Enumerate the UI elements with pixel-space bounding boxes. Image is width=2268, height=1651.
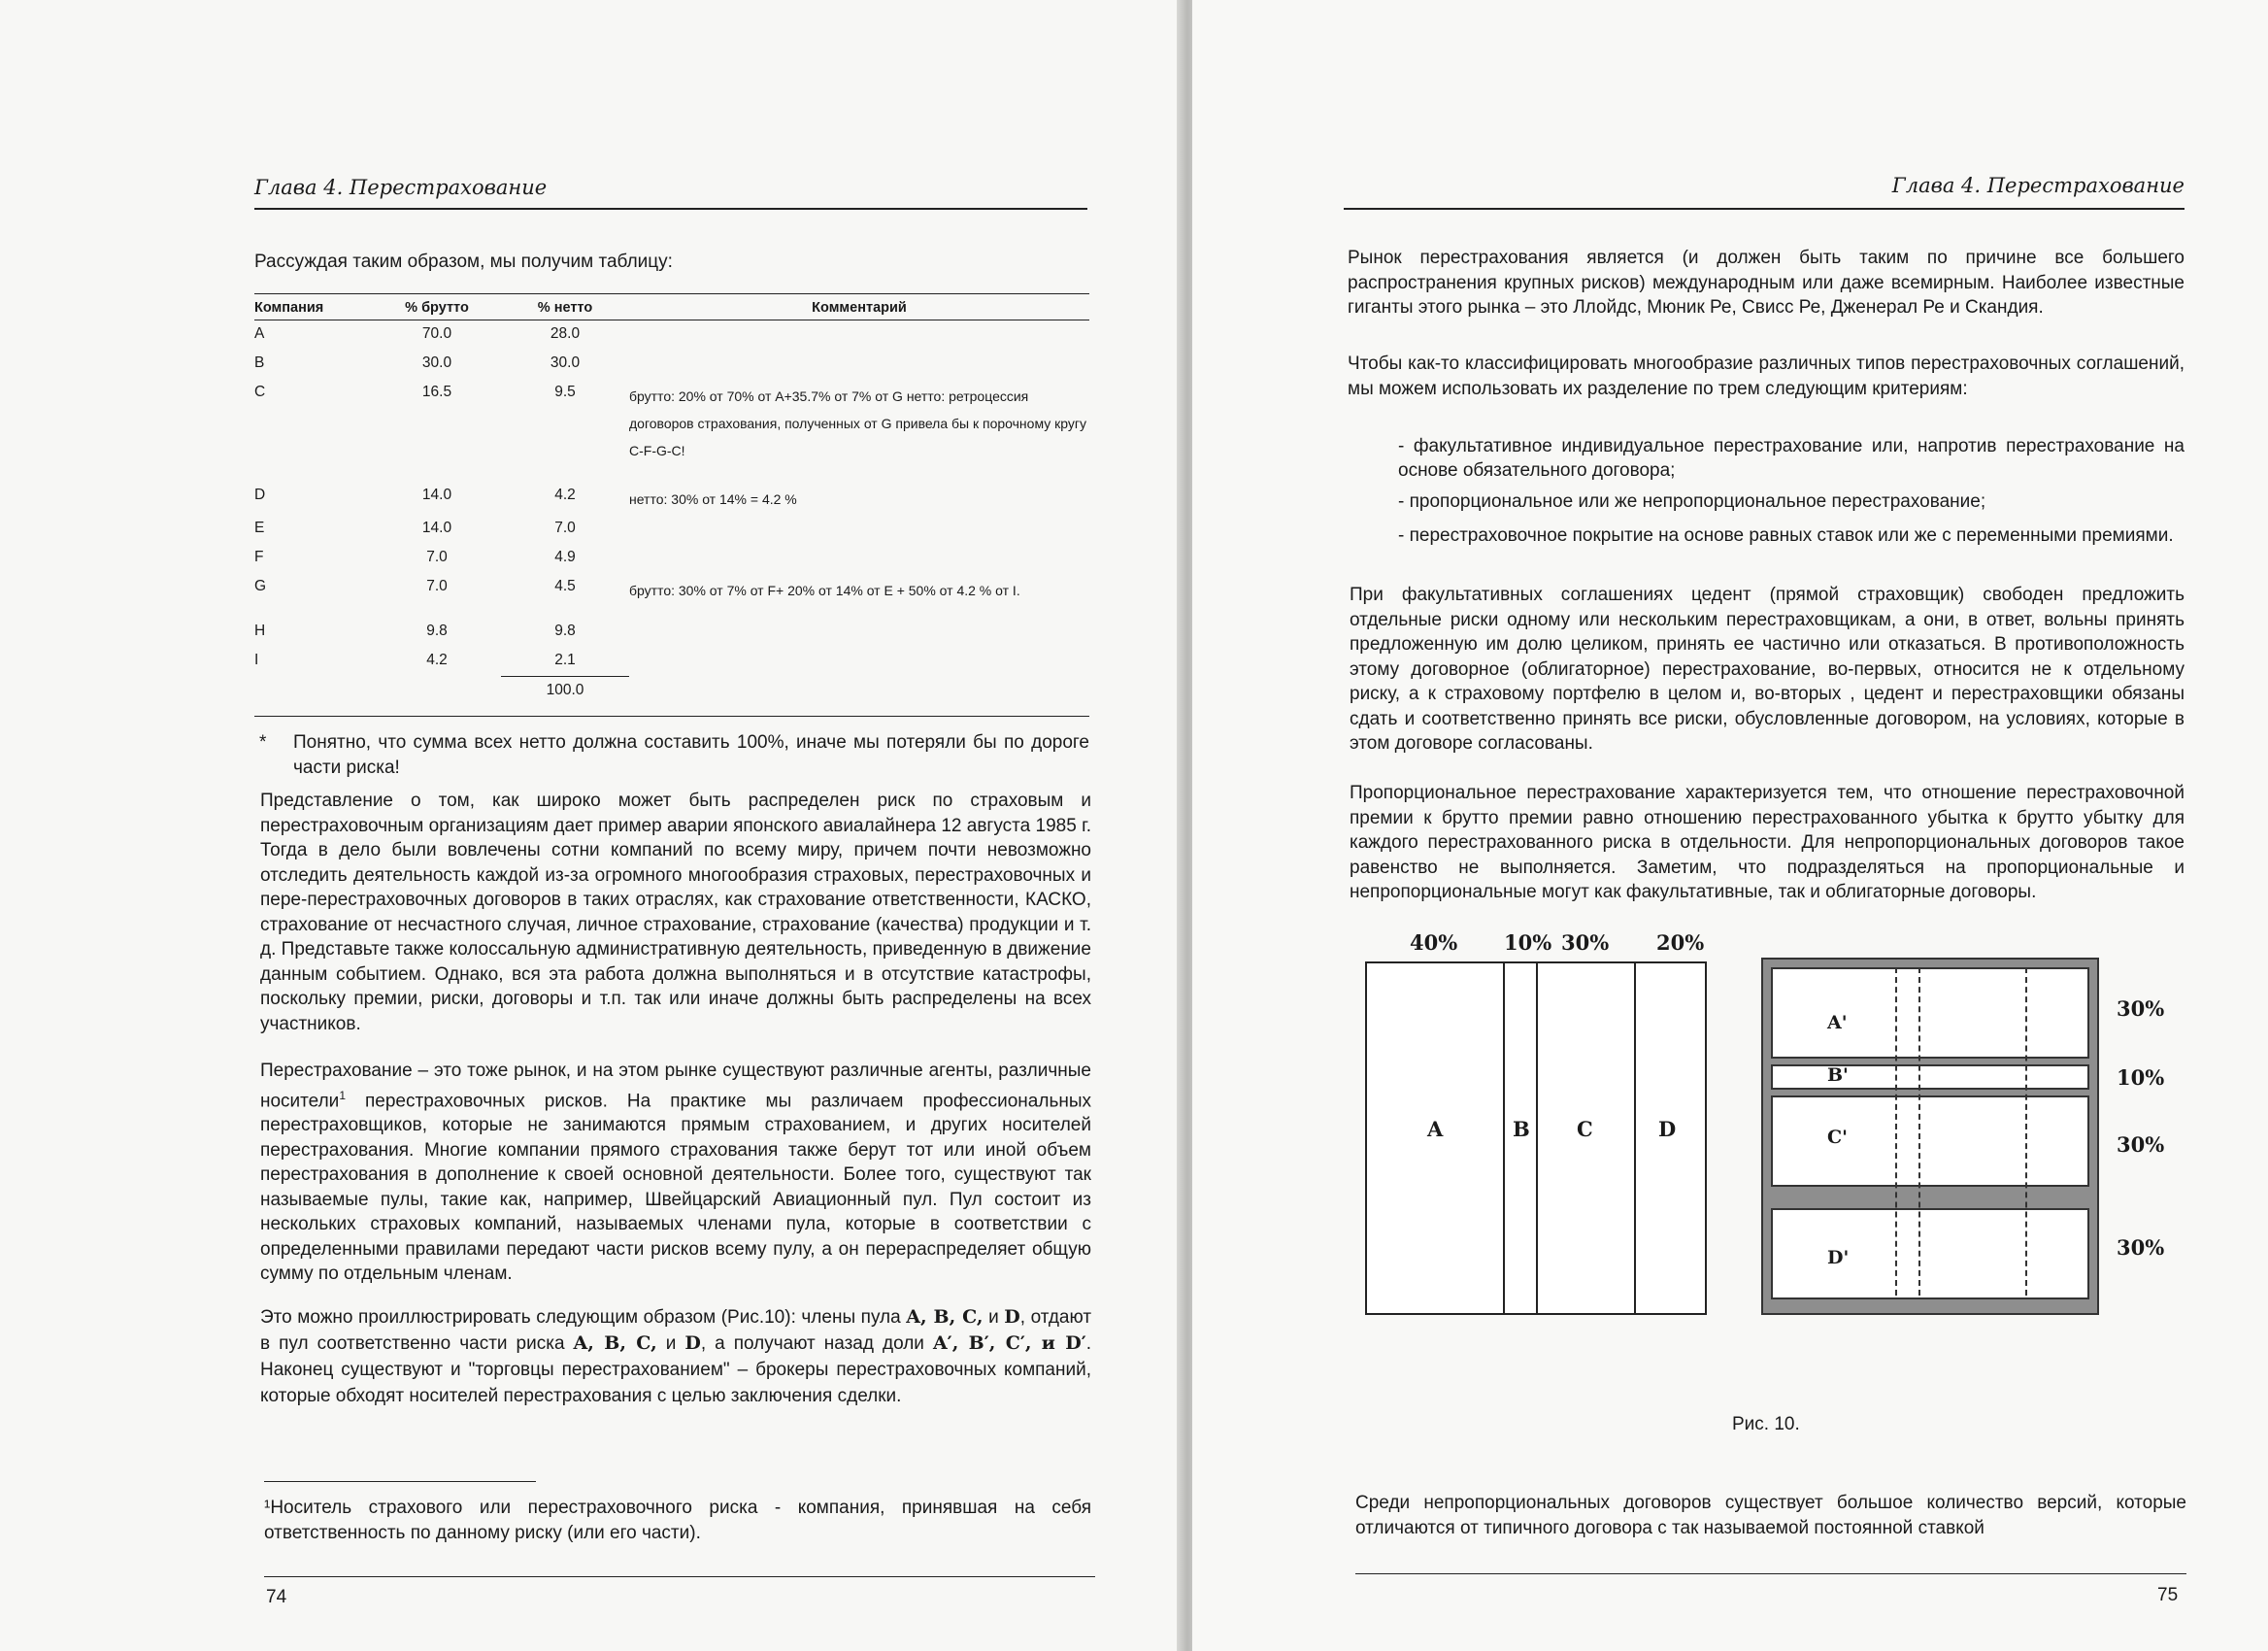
header-rule: [1344, 208, 2185, 210]
col-net: % нетто: [501, 294, 629, 320]
p3-text: и: [656, 1333, 685, 1354]
p3-text: . Наконец существуют и "торговцы перестрахованием" – брокеры перестраховочных компаний, которые обходят носителей перестрахования с целью заключения сделки.: [260, 1333, 1092, 1406]
p3-text: Это можно проиллюстрировать следующим образом (Рис.10): члены пула: [260, 1307, 907, 1328]
left-running-header: Глава 4. Перестрахование: [254, 176, 548, 199]
cell-comment: брутто: 30% от 7% от F+ 20% от 14% от E + 50% от 4.2 % от I.: [629, 583, 1020, 598]
cell-comment: [629, 618, 1089, 647]
row-label-c: C': [1827, 1127, 1848, 1148]
paragraph-nonproportional: Среди непропорциональных договоров существует большое количество версий, которые отличаются от типичного договора с так называемой постоянной ставкой: [1355, 1493, 2186, 1538]
block-label-d: D: [1658, 1117, 1677, 1141]
table-note: Понятно, что сумма всех нетто должна составить 100%, иначе мы потеряли бы по дороге части риска!: [293, 732, 1089, 778]
p3-text: , отдают в пул соответственно части риска: [260, 1307, 1092, 1354]
p3-shares: A′, B′, C′, и D′: [932, 1332, 1086, 1354]
table-row: [254, 379, 1089, 482]
cell-comment: [629, 350, 1089, 379]
cell-company: D: [254, 487, 266, 503]
cell-gross: 14.0: [421, 487, 452, 503]
cell-gross: 70.0: [421, 325, 452, 342]
cell-gross: 30.0: [421, 354, 452, 371]
row-pct-a: 30%: [2117, 996, 2165, 1021]
table-row: [254, 544, 1089, 573]
share-label-a: 40%: [1410, 930, 1458, 955]
cell-comment: [629, 544, 1089, 573]
paragraph-market-intl: Рынок перестрахования является (и должен быть таким по причине все большего распространения крупных рисков) международным или даже всемирным. Наиболее известные гиганты этого рынка – это Ллойдс, Мюник Ре, Свисс Ре, Дженерал Ре и Скандия.: [1348, 248, 2185, 318]
right-running-header: Глава 4. Перестрахование: [1891, 174, 2185, 197]
cell-net: 4.2: [554, 487, 576, 503]
table-intro: Рассуждая таким образом, мы получим таблицу:: [254, 252, 673, 272]
col-company: Компания: [254, 294, 373, 320]
cell-company: C: [254, 384, 266, 400]
cell-gross: 14.0: [421, 520, 452, 536]
cell-net: 9.8: [554, 623, 576, 639]
cell-comment: [629, 320, 1089, 351]
figure-caption: Рис. 10.: [1732, 1414, 1800, 1434]
paragraph-proportional: Пропорциональное перестрахование характеризуется тем, что отношение перестраховочной премии к брутто премии равно отношению перестрахованного убытка к брутто убытку для каждого перестрахованного риска в отдельности. Для непропорциональных договоров такое равенство не выполняется. Заметим, что подразделяться на пропорциональные и непропорциональные могут как факультативные, так и облигаторные договоры.: [1350, 783, 2185, 902]
header-rule: [254, 208, 1087, 210]
note-star: *: [259, 732, 267, 753]
p3-members: A, B, C,: [906, 1306, 984, 1328]
paragraph-pool: [260, 1304, 1091, 1409]
table-row: [254, 515, 1089, 544]
table-row: [254, 482, 1089, 515]
paragraph-accident: Представление о том, как широко может быть распределен риск по страховым и перестраховочным организациям дает пример аварии японского авиалайнера 12 августа 1985 г. Тогда в дело были вовлечены сотни компаний по всему миру, причем почти невозможно отследить деятельность каждой из-за огромного многообразия страховых, перестраховочных и пере-перестраховочных договоров в таких отраслях, как страхование ответственности, КАСКО, страхование от несчастного случая, личное страхование, страхование (качества) продукции и т. д. Представьте также колоссальную административную деятельность, приведенную в движение данным событием. Однако, вся эта работа должна выполняться и в отсутствие катастрофы, поскольку премии, риски, договоры и т.п. так или иначе должны быть распределены на всех участников.: [260, 791, 1091, 1034]
p3-text: и: [983, 1307, 1005, 1328]
share-row-c: [1771, 1095, 2089, 1187]
bullet-item: - факультативное индивидуальное перестрахование или, напротив перестрахование на основе обязательного договора;: [1398, 436, 2185, 481]
table-header-row: [254, 294, 1089, 320]
divider: [1536, 963, 1538, 1313]
cell-gross: 7.0: [426, 549, 448, 565]
table-row: [254, 618, 1089, 647]
p2-text-b: перестраховочных рисков. На практике мы различаем профессиональных перестраховщиков, которые не занимаются прямым страхованием, и других носителей перестрахования. Многие компании прямого страхования также берут тот или иной объем перестрахования в дополнение к своей основной деятельности. Более того, существуют так называемые пулы, такие как, например, Швейцарский Авиационный пул. Пул состоит из нескольких страховых компаний, называемых членами пула, которые в соответствии с определенными правилами передают части рисков всему пулу, а он перераспределяет общую сумму по отдельным членам.: [260, 1090, 1091, 1285]
cell-comment: [629, 515, 1089, 544]
cell-company: E: [254, 520, 265, 536]
p3-risk-d: D: [684, 1332, 701, 1354]
table-row: [254, 320, 1089, 351]
cell-comment: брутто: 20% от 70% от A+35.7% от 7% от G нетто: ретроцессия договоров страхования, полученных от G привела бы к порочному кругу C-F-G-C!: [629, 388, 1086, 458]
divider: [1503, 963, 1505, 1313]
share-row-b: [1771, 1064, 2089, 1090]
cell-company: A: [254, 325, 265, 342]
share-row-a: [1771, 967, 2089, 1059]
p3-text: , а получают назад доли: [700, 1333, 933, 1354]
share-row-d: [1771, 1208, 2089, 1299]
row-pct-b: 10%: [2117, 1065, 2165, 1090]
bullet-item: - пропорциональное или же непропорциональное перестрахование;: [1398, 491, 1986, 512]
row-pct-c: 30%: [2117, 1132, 2165, 1157]
row-pct-d: 30%: [2117, 1235, 2165, 1260]
footer-rule: [1355, 1573, 2186, 1574]
distribution-table: [254, 294, 1089, 706]
page-number-right: 75: [2157, 1585, 2179, 1605]
dashed-divider: [2025, 967, 2027, 1296]
footnote: ¹Носитель страхового или перестраховочного риска - компания, принявшая на себя ответственность по данному риску (или его части).: [264, 1498, 1091, 1543]
cell-company: F: [254, 549, 264, 565]
page-number-left: 74: [266, 1587, 287, 1607]
p2-text-a: Перестрахование – это тоже рынок, и на этом рынке существуют различные агенты, различные носители: [260, 1061, 1091, 1111]
row-label-b: B': [1827, 1064, 1849, 1086]
cell-net-total: 100.0: [501, 677, 629, 707]
share-label-d: 20%: [1656, 930, 1705, 955]
cell-net: 2.1: [554, 652, 576, 668]
dashed-divider: [1918, 967, 1920, 1296]
table-bottom-rule: [254, 716, 1089, 717]
cell-company: B: [254, 354, 265, 371]
p3-member-d: D: [1004, 1306, 1020, 1328]
pool-output-diagram: [1761, 958, 2099, 1315]
cell-company: H: [254, 623, 266, 639]
cell-company: I: [254, 652, 259, 668]
bullet-item: - перестраховочное покрытие на основе равных ставок или же с переменными премиями.: [1398, 525, 2174, 546]
right-page: [1192, 0, 2268, 1651]
paragraph-classify: Чтобы как-то классифицировать многообразие различных типов перестраховочных соглашений, мы можем использовать их разделение по трем следующим критериям:: [1348, 354, 2185, 399]
footnote-rule: [264, 1481, 536, 1482]
cell-net: 30.0: [550, 354, 581, 371]
cell-company: G: [254, 578, 267, 594]
footer-rule: [264, 1576, 1095, 1577]
block-label-b: B: [1513, 1117, 1530, 1141]
block-label-a: A: [1427, 1117, 1444, 1141]
cell-comment: нетто: 30% от 14% = 4.2 %: [629, 491, 797, 507]
share-label-c: 30%: [1561, 930, 1610, 955]
paragraph-market: [260, 1059, 1091, 1287]
table-row: [254, 573, 1089, 618]
cell-gross: 9.8: [426, 623, 448, 639]
row-label-a: A': [1827, 1012, 1848, 1033]
table-row: [254, 350, 1089, 379]
col-comment: Комментарий: [629, 294, 1089, 320]
share-label-b: 10%: [1504, 930, 1552, 955]
cell-net: 7.0: [554, 520, 576, 536]
divider: [1634, 963, 1636, 1313]
cell-net: 28.0: [550, 325, 581, 342]
paragraph-facultative: При факультативных соглашениях цедент (прямой страховщик) свободен предложить отдельные риски одному или нескольким перестраховщикам, а они, в ответ, вольны принять предложенную им долю целиком, принять ее частично или отказаться. В противоположность этому договорное (облигаторное) перестрахование, во-первых, относится не к отдельному риску, а к страховому портфелю в целом и, во-вторых , цедент и перестраховщики обязаны сдать и соответственно принять все риски, обусловленные договором, на условиях, которые в этом договоре согласованы.: [1350, 585, 2185, 754]
block-label-c: C: [1577, 1117, 1593, 1141]
footnote-ref: 1: [339, 1088, 346, 1102]
cell-net: 4.5: [554, 578, 576, 594]
p3-risks: A, B, C,: [573, 1332, 657, 1354]
cell-gross: 4.2: [426, 652, 448, 668]
cell-net: 9.5: [554, 384, 576, 400]
cell-comment: [629, 647, 1089, 677]
cell-gross: 16.5: [421, 384, 452, 400]
row-label-d: D': [1827, 1247, 1850, 1268]
col-gross: % брутто: [373, 294, 501, 320]
table-total-row: [254, 677, 1089, 707]
cell-net: 4.9: [554, 549, 576, 565]
table-row: [254, 647, 1089, 677]
dashed-divider: [1895, 967, 1897, 1296]
pool-input-diagram: [1365, 961, 1707, 1315]
cell-gross: 7.0: [426, 578, 448, 594]
